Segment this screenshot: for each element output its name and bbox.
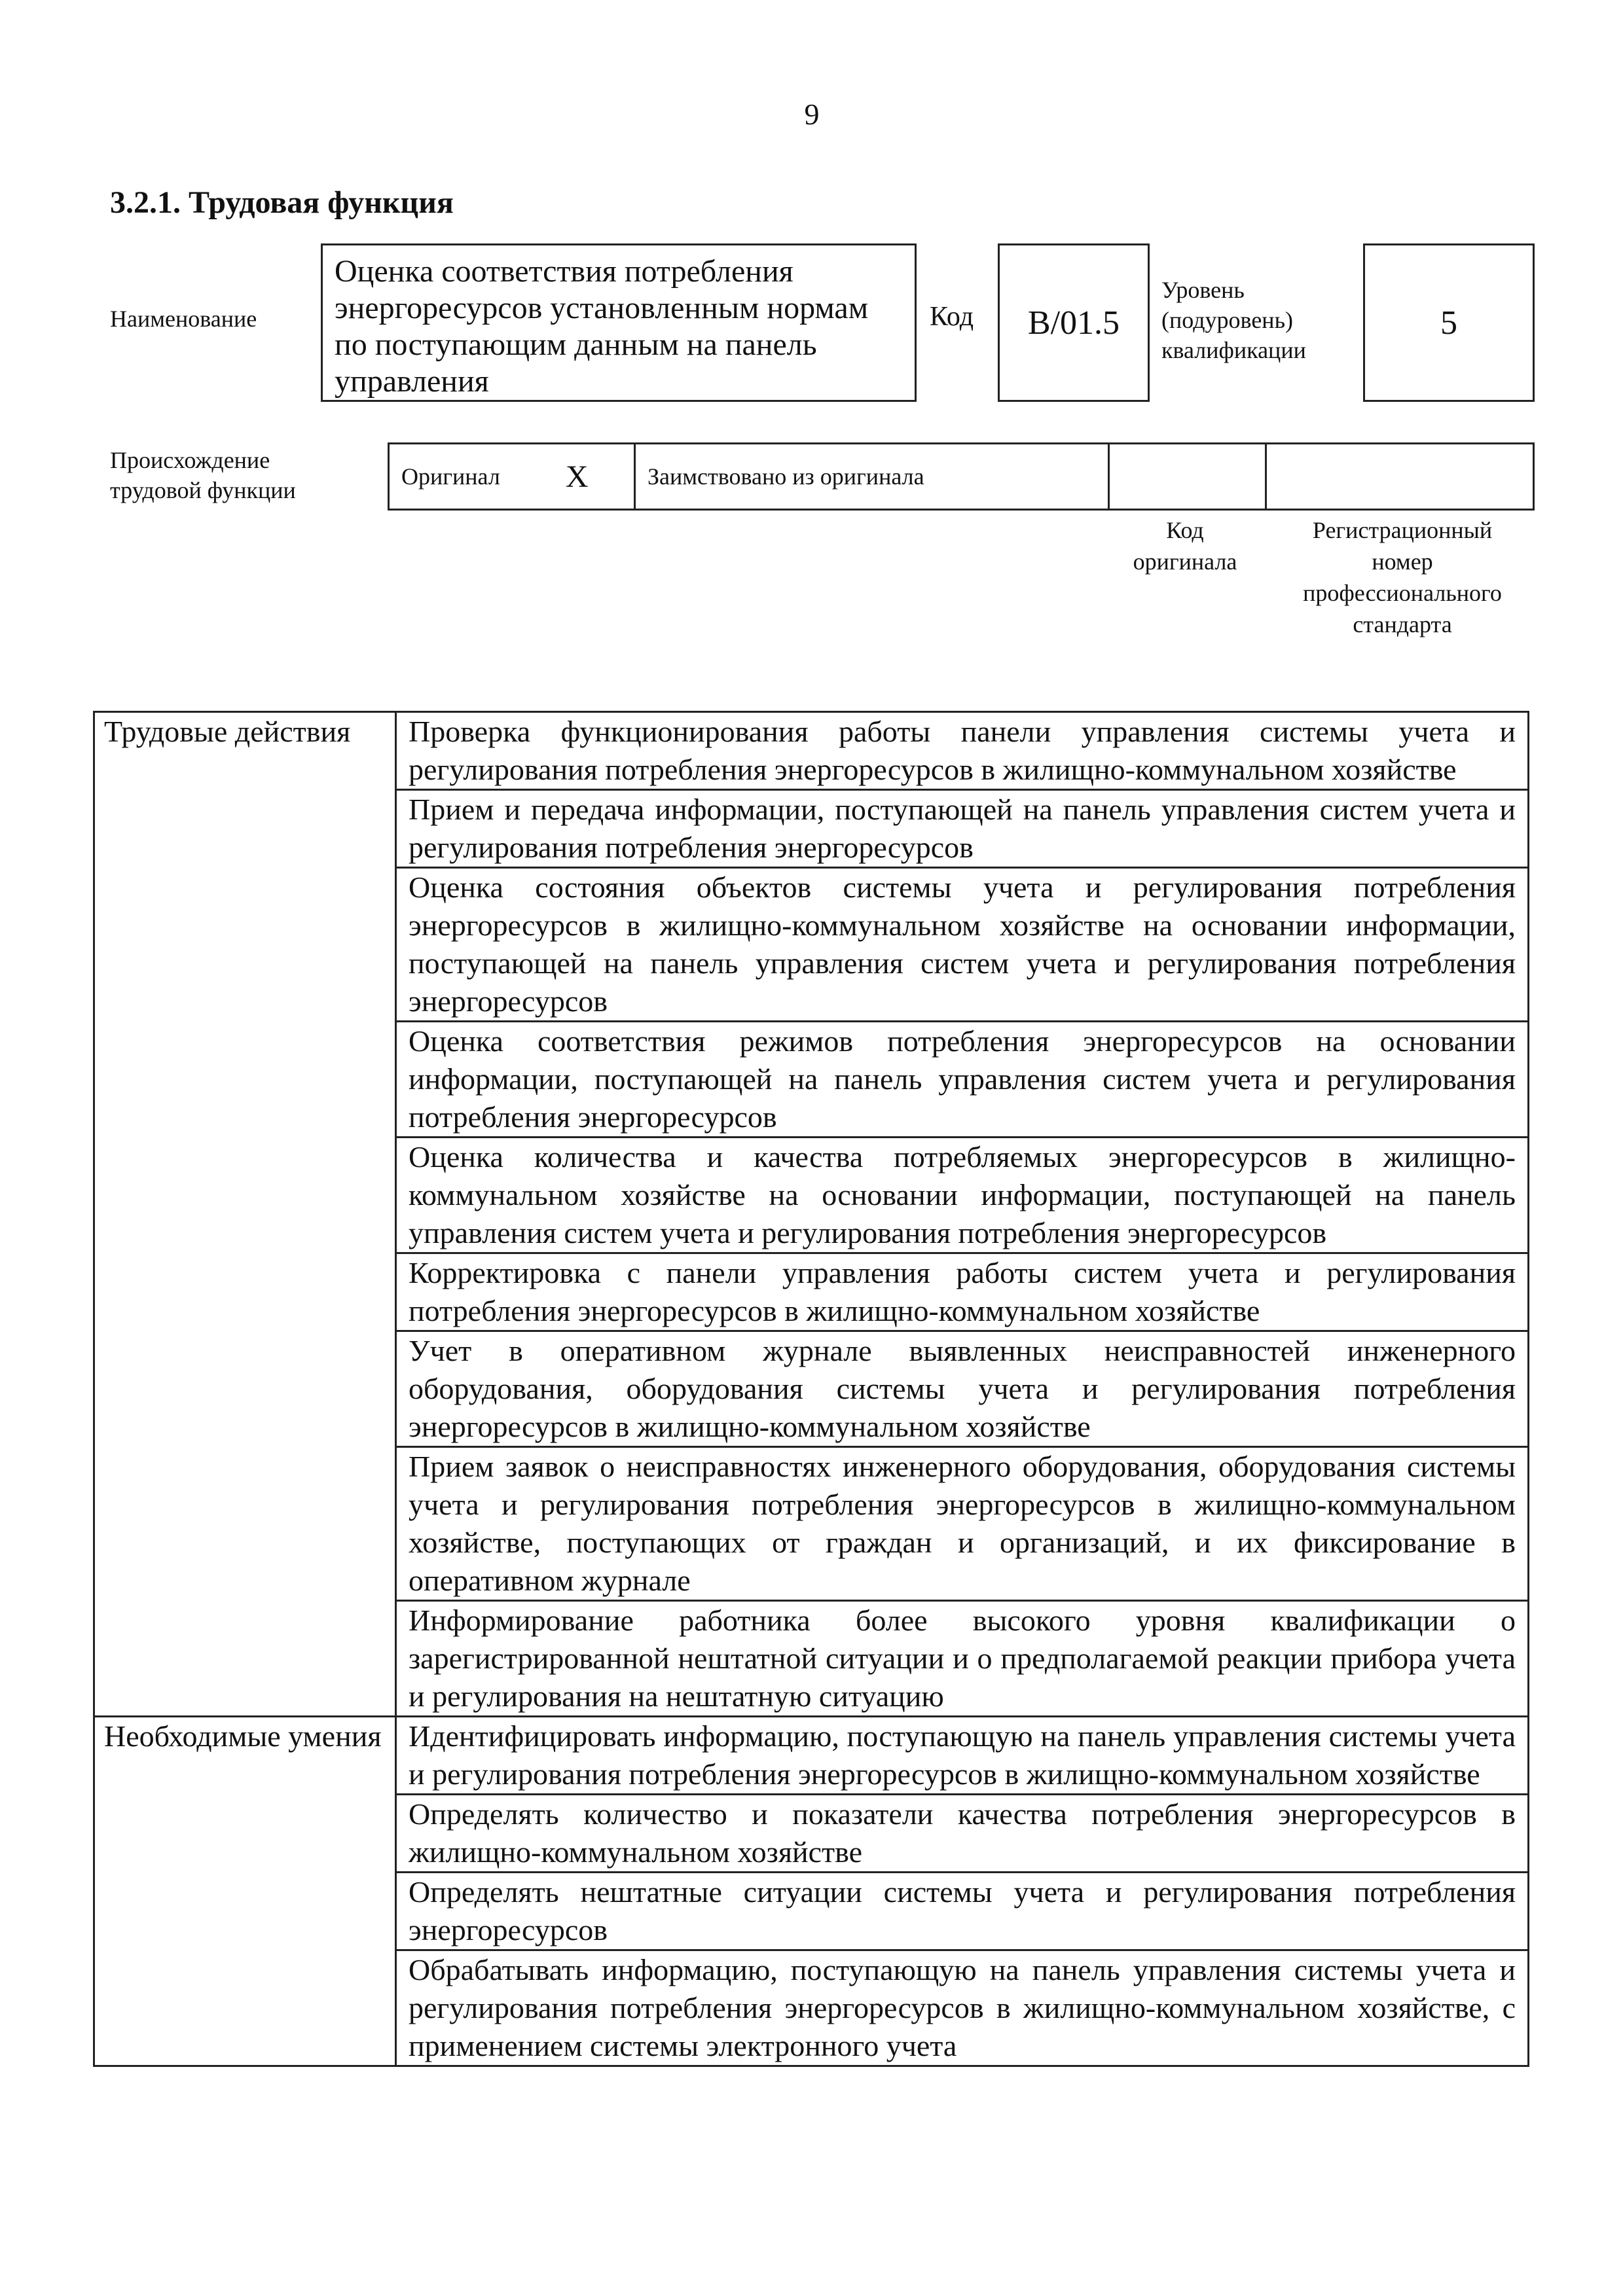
origin-label-line: Происхождение <box>110 447 270 473</box>
borrowed-label: Заимствовано из оригинала <box>647 463 924 490</box>
origin-borrowed-cell <box>636 444 1110 509</box>
section-item: Корректировка с панели управления работы систем учета и регулирования потребления энергоресурсов в жилищно-коммунальном хозяйстве <box>396 1253 1529 1331</box>
name-label: Наименование <box>110 306 257 332</box>
caption-line: профессионального <box>1303 580 1502 606</box>
labor-function-table <box>93 711 1529 2067</box>
caption-line: номер <box>1372 548 1433 575</box>
original-mark: X <box>565 459 589 494</box>
caption-line: стандарта <box>1353 611 1452 637</box>
original-code-caption <box>1106 514 1264 577</box>
reg-number-caption <box>1270 514 1535 640</box>
level-label-line: квалификации <box>1161 337 1306 363</box>
section-category: Необходимые умения <box>94 1717 396 2066</box>
qualification-level-box <box>1363 243 1535 402</box>
section-item: Прием и передача информации, поступающей на панель управления систем учета и регулирования потребления энергоресурсов <box>396 790 1529 868</box>
table-row <box>94 712 1529 790</box>
qualification-level: 5 <box>1440 304 1457 342</box>
section-item: Оценка состояния объектов системы учета и регулирования потребления энергоресурсов в жилищно-коммунальном хозяйстве на основании информации, поступающей на панель управления систем учета и регулирования потребления энергоресурсов <box>396 868 1529 1022</box>
function-name-box: Оценка соответствия потребления энергоресурсов установленным нормам по поступающим данным на панель управления <box>321 243 917 402</box>
level-label-line: (подуровень) <box>1161 307 1293 333</box>
original-label: Оригинал <box>401 463 500 490</box>
caption-line: оригинала <box>1133 548 1237 575</box>
caption-line: Код <box>1166 517 1204 543</box>
origin-code-cell <box>1110 444 1267 509</box>
section-item: Оценка количества и качества потребляемых энергоресурсов в жилищно-коммунальном хозяйстве на основании информации, поступающей на панель управления систем учета и регулирования потребления энергоресурсов <box>396 1138 1529 1253</box>
section-item: Учет в оперативном журнале выявленных неисправностей инженерного оборудования, оборудования системы учета и регулирования потребления энергоресурсов в жилищно-коммунальном хозяйстве <box>396 1331 1529 1447</box>
section-item: Оценка соответствия режимов потребления энергоресурсов на основании информации, поступающей на панель управления систем учета и регулирования потребления энергоресурсов <box>396 1022 1529 1138</box>
page-number: 9 <box>804 98 820 131</box>
section-category: Трудовые действия <box>94 712 396 1717</box>
function-code-box <box>998 243 1150 402</box>
origin-label <box>110 445 296 505</box>
section-item: Информирование работника более высокого уровня квалификации о зарегистрированной нештатной ситуации и о предполагаемой реакции прибора учета и регулирования на нештатную ситуацию <box>396 1601 1529 1717</box>
section-item: Обрабатывать информацию, поступающую на панель управления системы учета и регулирования потребления энергоресурсов в жилищно-коммунальном хозяйстве, с применением системы электронного учета <box>396 1950 1529 2066</box>
section-item: Определять количество и показатели качества потребления энергоресурсов в жилищно-коммунальном хозяйстве <box>396 1795 1529 1873</box>
code-label: Код <box>930 302 974 332</box>
caption-line: Регистрационный <box>1312 517 1493 543</box>
level-label-line: Уровень <box>1161 277 1245 303</box>
section-item: Определять нештатные ситуации системы учета и регулирования потребления энергоресурсов <box>396 1873 1529 1950</box>
origin-original-cell <box>390 444 636 509</box>
section-item: Идентифицировать информацию, поступающую на панель управления системы учета и регулирования потребления энергоресурсов в жилищно-коммунальном хозяйстве <box>396 1717 1529 1795</box>
origin-label-line: трудовой функции <box>110 477 296 503</box>
section-item: Проверка функционирования работы панели управления системы учета и регулирования потребления энергоресурсов в жилищно-коммунальном хозяйстве <box>396 712 1529 790</box>
qualification-level-label <box>1161 275 1306 365</box>
origin-reg-number-cell <box>1267 444 1533 509</box>
section-item: Прием заявок о неисправностях инженерного оборудования, оборудования системы учета и регулирования потребления энергоресурсов в жилищно-коммунальном хозяйстве, поступающих от граждан и организаций, и их фиксирование в оперативном журнале <box>396 1447 1529 1601</box>
function-code: B/01.5 <box>1027 304 1120 342</box>
table-row <box>94 1717 1529 1795</box>
origin-table <box>388 442 1535 511</box>
section-title: 3.2.1. Трудовая функция <box>110 185 454 220</box>
